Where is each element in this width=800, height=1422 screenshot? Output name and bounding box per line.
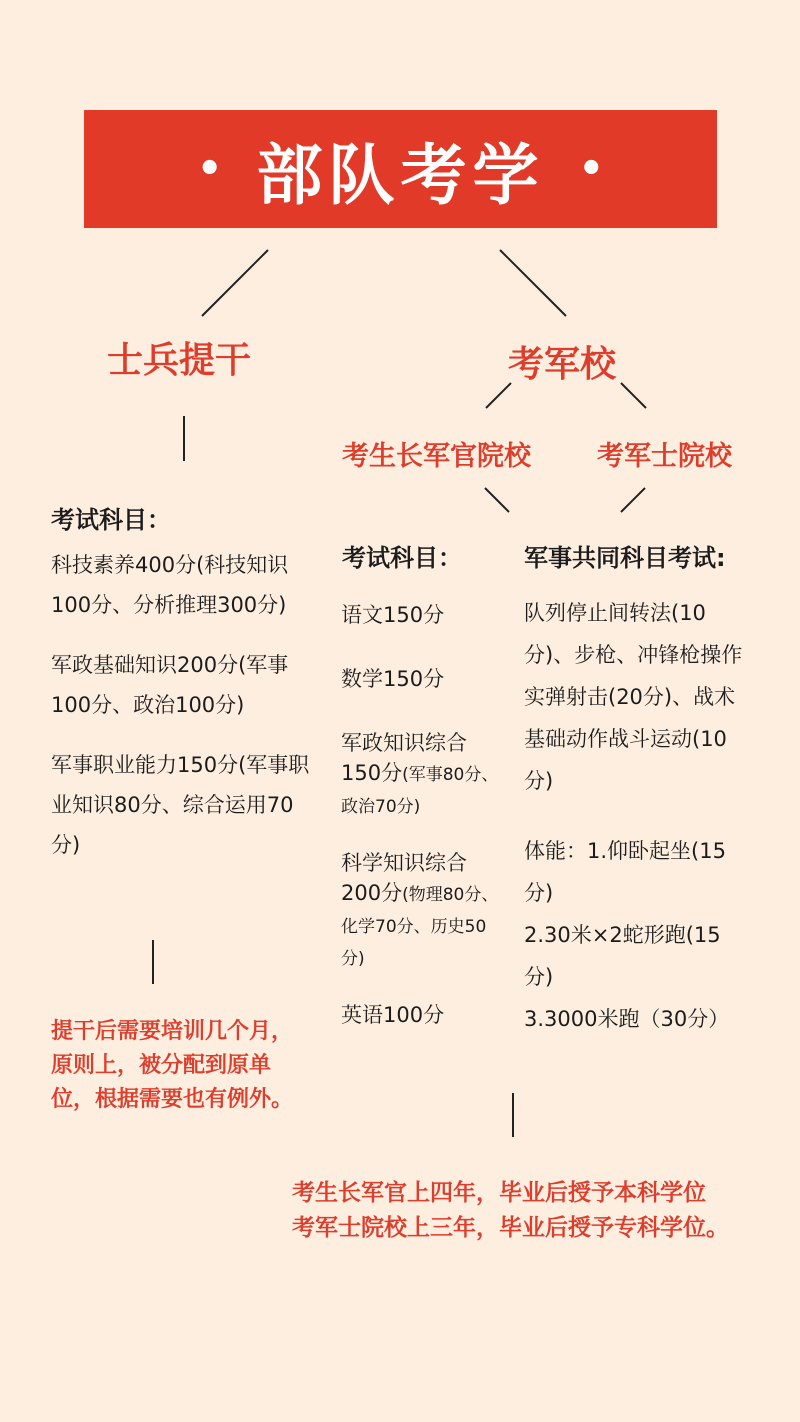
- left-subject-list: [51, 545, 313, 885]
- left-exam-heading: 考试科目：: [51, 506, 171, 534]
- fitness-item: 体能：1.仰卧起坐(15分): [524, 839, 726, 905]
- right-notes: [292, 1176, 729, 1246]
- connector-sub-left-down: [485, 488, 509, 512]
- sub-branch-officer-academy: 考生长军官院校: [342, 441, 531, 472]
- military-text: 队列停止间转法(10分)、步枪、冲锋枪操作实弹射击(20分)、战术基础动作战斗运动(10分): [524, 601, 743, 793]
- military-details: [524, 592, 748, 1040]
- mid-subject-item: [341, 600, 506, 630]
- mid-subject-detail: (物理80分、化学70分、历史50分): [341, 885, 499, 969]
- connector-sub-right-down: [621, 488, 645, 512]
- connector-right-to-sub-right: [621, 383, 646, 408]
- mid-subject-main: 英语100分: [341, 1003, 445, 1027]
- left-subject-item: 军政基础知识200分(军事100分、政治100分): [51, 653, 289, 717]
- title-banner: [84, 110, 717, 228]
- mid-subject-item: [341, 1000, 506, 1030]
- right-note-line: 考军士院校上三年，毕业后授予专科学位。: [292, 1215, 729, 1241]
- mid-subject-item: [341, 728, 506, 822]
- mid-subject-detail: (军事80分、政治70分): [341, 765, 499, 817]
- title-dot-left: •: [196, 146, 223, 192]
- mid-subject-list: [341, 600, 506, 1064]
- mid-subject-main: 科学知识综合200分: [341, 851, 467, 905]
- left-subject-item: 科技素养400分(科技知识100分、分析推理300分): [51, 553, 289, 617]
- mid-subject-item: [341, 664, 506, 694]
- connector-title-left: [202, 250, 268, 316]
- title-dot-right: •: [578, 146, 605, 192]
- branch-right-title: 考军校: [508, 344, 617, 385]
- mid-exam-heading: 考试科目：: [342, 544, 462, 572]
- branch-left-title: 士兵提干: [107, 340, 252, 381]
- left-note: 提干后需要培训几个月，原则上，被分配到原单位，根据需要也有例外。: [51, 1019, 294, 1112]
- military-heading: 军事共同科目考试:: [524, 544, 726, 572]
- fitness-item: 2.30米×2蛇形跑(15分): [524, 923, 721, 989]
- left-subject-item: 军事职业能力150分(军事职业知识80分、综合运用70分): [51, 753, 310, 857]
- mid-subject-item: [341, 848, 506, 974]
- sub-branch-nco-academy: 考军士院校: [597, 441, 732, 472]
- right-note-line: 考生长军官上四年，毕业后授予本科学位: [292, 1180, 706, 1206]
- mid-subject-main: 数学150分: [341, 667, 445, 691]
- connector-title-right: [500, 250, 566, 316]
- mid-subject-main: 语文150分: [341, 603, 445, 627]
- fitness-item: 3.3000米跑（30分）: [524, 1007, 730, 1031]
- mid-subject-main: 军政知识综合150分: [341, 731, 467, 785]
- page-title: 部队考学: [256, 136, 545, 214]
